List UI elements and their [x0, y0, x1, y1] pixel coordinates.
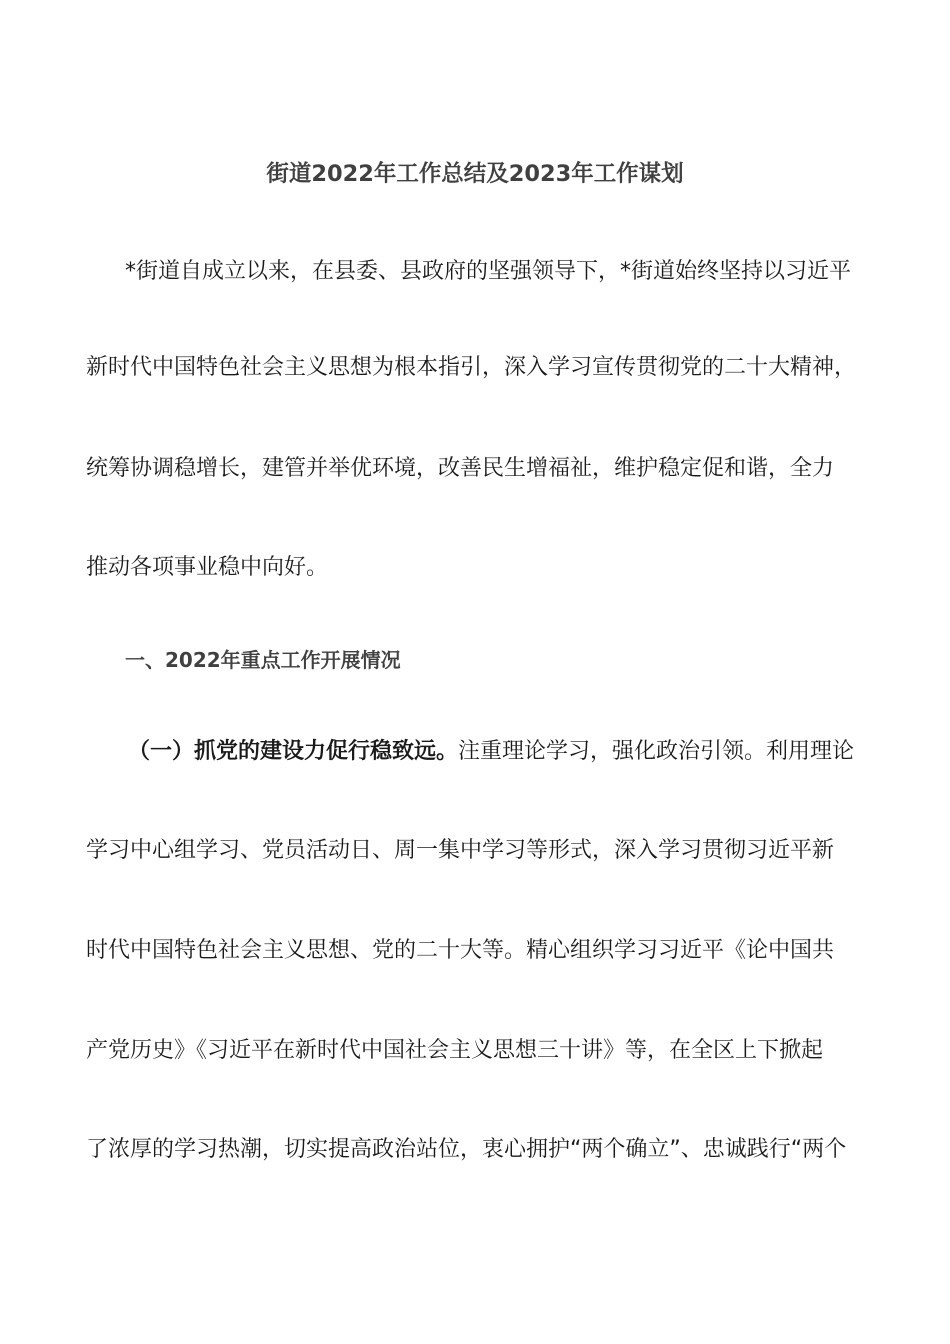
body-line-3: 产党历史》《习近平在新时代中国社会主义思想三十讲》等，在全区上下掀起: [86, 1038, 824, 1063]
body-line-4: 了浓厚的学习热潮，切实提高政治站位，衷心拥护“两个确立”、忠诚践行“两个: [86, 1137, 847, 1162]
subsection-lead-text: 注重理论学习，强化政治引领。利用理论: [458, 739, 855, 764]
section-heading: 一、2022年重点工作开展情况: [125, 648, 401, 672]
body-line-2: 时代中国特色社会主义思想、党的二十大等。精心组织学习习近平《论中国共: [86, 938, 835, 963]
intro-line-4: 推动各项事业稳中向好。: [86, 555, 329, 580]
subsection-title: （一）抓党的建设力促行稳致远。: [128, 739, 459, 764]
intro-line-3: 统筹协调稳增长，建管并举优环境，改善民生增福祉，维护稳定促和谐，全力: [86, 456, 835, 481]
body-line-1: 学习中心组学习、党员活动日、周一集中学习等形式，深入学习贯彻习近平新: [86, 838, 835, 863]
subsection-lead: [128, 736, 854, 768]
document-title: 街道2022年工作总结及2023年工作谋划: [266, 161, 684, 187]
intro-line-2: 新时代中国特色社会主义思想为根本指引，深入学习宣传贯彻党的二十大精神，: [86, 355, 857, 380]
intro-line-1: *街道自成立以来，在县委、县政府的坚强领导下，*街道始终坚持以习近平: [125, 259, 852, 284]
